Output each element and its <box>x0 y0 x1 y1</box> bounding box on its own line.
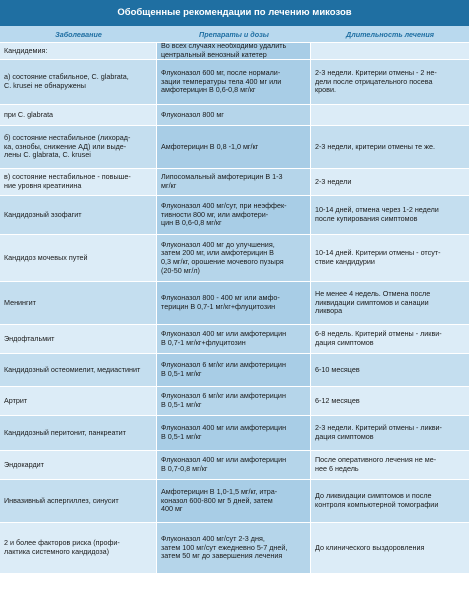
table-header <box>0 26 469 43</box>
drugs-cell: Флуконазол 800 мг <box>157 105 311 125</box>
duration-cell: 6-10 месяцев <box>311 354 469 386</box>
disease-cell: Кандидозный остеомиелит, медиастинит <box>0 354 157 386</box>
table-row <box>0 169 469 196</box>
table-row <box>0 387 469 416</box>
disease-cell: Кандидоз мочевых путей <box>0 235 157 281</box>
drugs-cell: Флуконазол 6 мг/кг или амфотерицин В 0,5-1 мг/кг <box>157 387 311 415</box>
duration-cell: 2-3 недели. Критерий отмены - ликви- дация симптомов <box>311 416 469 450</box>
disease-cell: а) состояние стабильное, C. glabrata, C. krusei не обнаружены <box>0 60 157 104</box>
duration-cell <box>311 105 469 125</box>
table-row <box>0 196 469 235</box>
drugs-cell: Флуконазол 400 мг/сут 2-3 дня, затем 100 мг/сут ежедневно 5-7 дней, затем 50 мг до завершения лечения <box>157 523 311 573</box>
header-disease: Заболевание <box>55 29 102 39</box>
duration-cell: 2-3 недели. Критерии отмены - 2 не- дели после отрицательного посева крови. <box>311 60 469 104</box>
table-row <box>0 325 469 354</box>
drugs-cell: Флуконазол 400 мг до улучшения, затем 200 мг, или амфотерицин В 0,3 мг/кг, орошение мочевого пузыря (20-50 мг/л) <box>157 235 311 281</box>
duration-cell <box>311 43 469 59</box>
table-row <box>0 451 469 480</box>
table-row <box>0 105 469 126</box>
disease-cell: Эндокардит <box>0 451 157 479</box>
disease-cell: при C. glabrata <box>0 105 157 125</box>
duration-cell: 2-3 недели <box>311 169 469 195</box>
duration-cell: 10-14 дней. Критерии отмены - отсут- ствие кандидурии <box>311 235 469 281</box>
disease-cell: Кандидозный эзофагит <box>0 196 157 234</box>
table-row <box>0 43 469 60</box>
duration-cell: 6-8 недель. Критерий отмены - ликви- дация симптомов <box>311 325 469 353</box>
table-row <box>0 480 469 523</box>
disease-cell: Кандидемия: <box>0 43 157 59</box>
table-row <box>0 282 469 325</box>
header-duration: Длительность лечения <box>346 29 434 39</box>
drugs-cell: Амфотерицин В 1,0-1,5 мг/кг, итра- коназол 600-800 мг 5 дней, затем 400 мг <box>157 480 311 522</box>
disease-cell: Менингит <box>0 282 157 324</box>
disease-cell: Кандидозный перитонит, панкреатит <box>0 416 157 450</box>
table-row <box>0 416 469 451</box>
duration-cell: Не менее 4 недель. Отмена после ликвидации симптомов и санации ликвора <box>311 282 469 324</box>
disease-cell: б) состояние нестабильное (лихорад- ка, ознобы, снижение АД) или выде- лены C. glabrata, C. krusei <box>0 126 157 168</box>
duration-cell: 6-12 месяцев <box>311 387 469 415</box>
drugs-cell: Флуконазол 800 - 400 мг или амфо- терицин В 0,7-1 мг/кг+флуцитозин <box>157 282 311 324</box>
table-body <box>0 43 469 574</box>
duration-cell: До клинического выздоровления <box>311 523 469 573</box>
duration-cell: До ликвидации симптомов и после контроля компьютерной томографии <box>311 480 469 522</box>
drugs-cell: Липосомальный амфотерицин В 1-3 мг/кг <box>157 169 311 195</box>
table-row <box>0 60 469 105</box>
drugs-cell: Флуконазол 400 мг или амфотерицин В 0,7-0,8 мг/кг <box>157 451 311 479</box>
disease-cell: 2 и более факторов риска (профи- лактика системного кандидоза) <box>0 523 157 573</box>
duration-cell: После оперативного лечения не ме- нее 6 недель <box>311 451 469 479</box>
drugs-cell: Флуконазол 400 мг/сут, при неэффек- тивности 800 мг, или амфотери- цин В 0,6-0,8 мг/кг <box>157 196 311 234</box>
duration-cell: 10-14 дней, отмена через 1-2 недели после купирования симптомов <box>311 196 469 234</box>
table-title: Обобщенные рекомендации по лечению микозов <box>0 0 469 26</box>
disease-cell: в) состояние нестабильное - повыше- ние уровня креатинина <box>0 169 157 195</box>
table-row <box>0 523 469 574</box>
drugs-cell: Амфотерицин В 0,8 -1,0 мг/кг <box>157 126 311 168</box>
duration-cell: 2-3 недели, критерии отмены те же. <box>311 126 469 168</box>
drugs-cell: Флуконазол 600 мг, после нормали- зации температуры тела 400 мг или амфотерицин В 0,6-0,8 мг/кг <box>157 60 311 104</box>
drugs-cell: Во всех случаях необходимо удалить центральный венозный катетер <box>157 43 311 59</box>
disease-cell: Артрит <box>0 387 157 415</box>
table-row <box>0 126 469 169</box>
disease-cell: Эндофтальмит <box>0 325 157 353</box>
table-row <box>0 354 469 387</box>
drugs-cell: Флуконазол 400 мг или амфотерицин В 0,5-1 мг/кг <box>157 416 311 450</box>
drugs-cell: Флуконазол 400 мг или амфотерицин В 0,7-1 мг/кг+флуцитозин <box>157 325 311 353</box>
table-row <box>0 235 469 282</box>
header-drugs: Препараты и дозы <box>199 29 269 39</box>
drugs-cell: Флуконазол 6 мг/кг или амфотерицин В 0,5-1 мг/кг <box>157 354 311 386</box>
disease-cell: Инвазивный аспергиллез, синусит <box>0 480 157 522</box>
